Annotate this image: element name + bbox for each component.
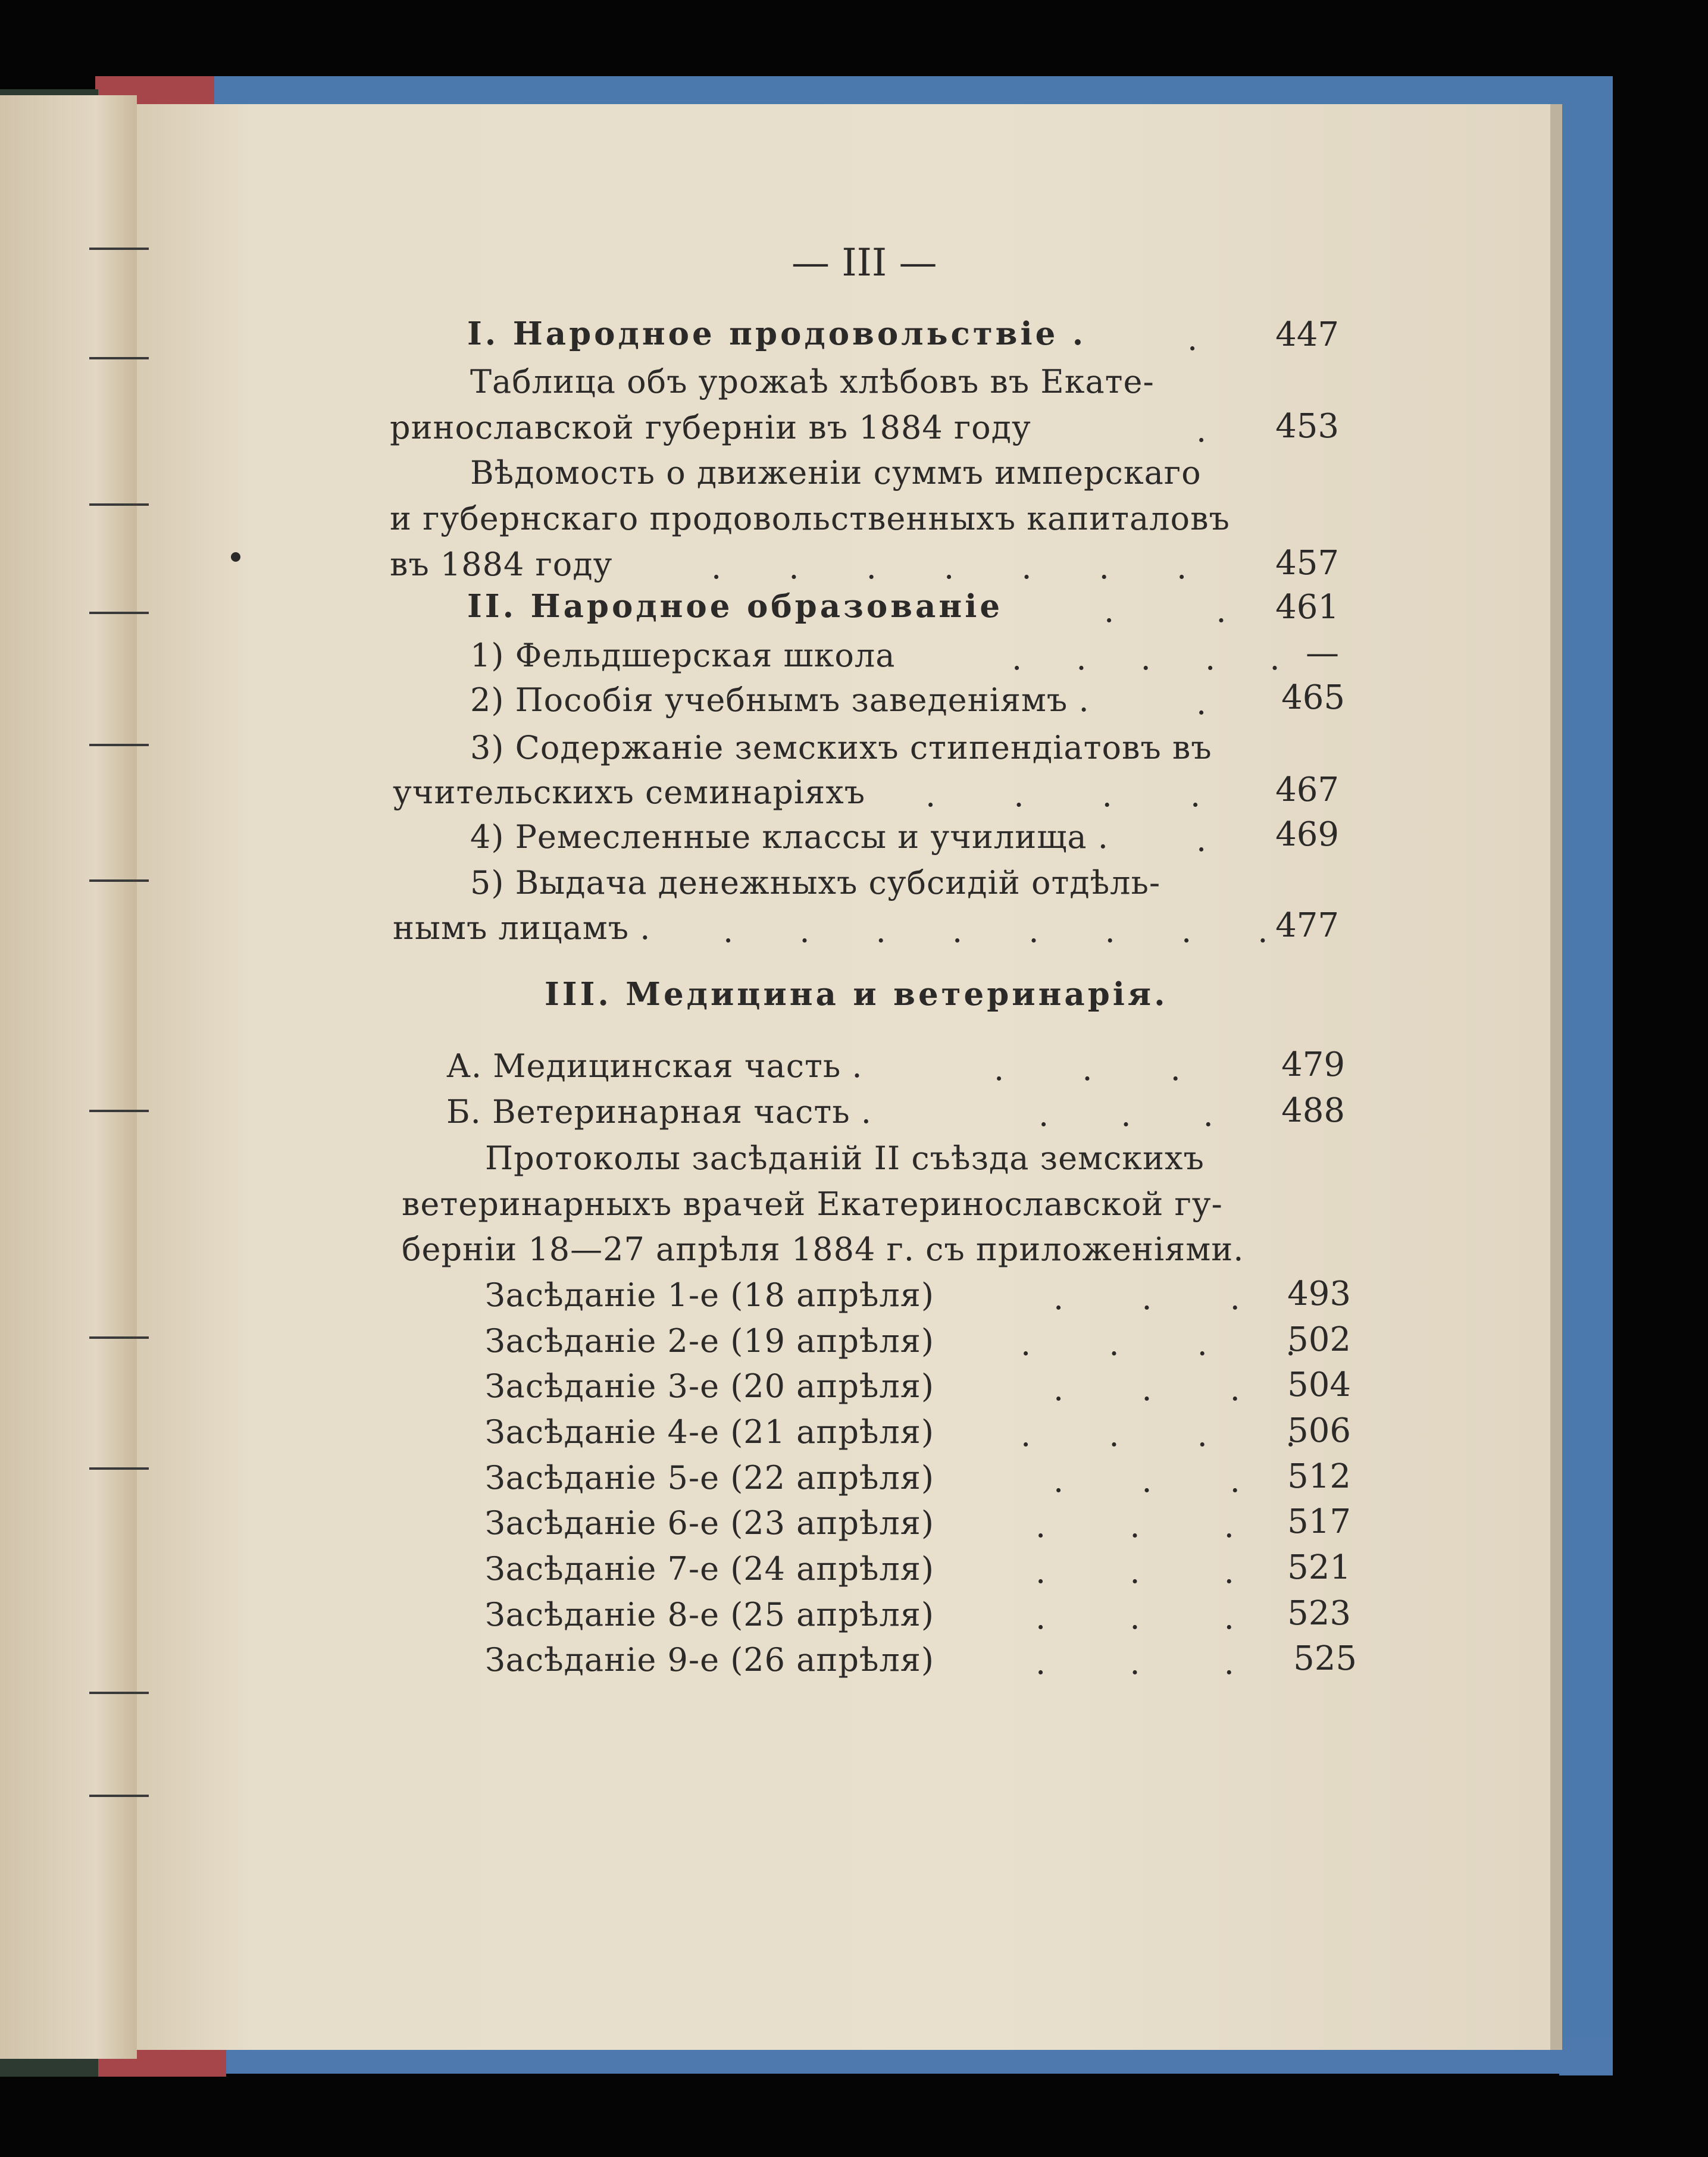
toc-dots: . . . (1053, 1462, 1241, 1499)
toc-entry-line: Засѣданіе 4-е (21 апрѣля) (485, 1413, 934, 1451)
toc-entry-line: Вѣдомость о движеніи суммъ имперскаго (470, 454, 1202, 491)
toc-page-number: 525 (1293, 1639, 1357, 1678)
toc-dots: . . . (1036, 1507, 1235, 1545)
toc-dots: . . . . . . . (711, 549, 1188, 586)
toc-entry-line: Засѣданіе 9-е (26 апрѣля) (485, 1641, 934, 1679)
toc-entry-line: 2) Пособія учебнымъ заведеніямъ . (470, 681, 1090, 719)
toc-entry-line: 4) Ремесленные классы и училища . (470, 818, 1109, 856)
toc-entry-line: Таблица объ урожаѣ хлѣбовъ въ Екате- (470, 363, 1155, 400)
toc-dots: . . . . (1021, 1416, 1297, 1454)
toc-dots: . . (1104, 592, 1228, 630)
toc-dots: . . . (994, 1050, 1182, 1088)
toc-page-number: 465 (1281, 678, 1345, 717)
toc-page-number: 504 (1287, 1366, 1351, 1404)
toc-entry-line: Протоколы засѣданій II съѣзда земскихъ (485, 1139, 1205, 1177)
toc-dots: . . . . . (1012, 640, 1281, 677)
toc-entry-line: ринославской губерніи въ 1884 году (390, 409, 1031, 446)
toc-entry-line: въ 1884 году (390, 546, 613, 583)
toc-dots: . . . (1036, 1599, 1235, 1636)
toc-page-number: 493 (1287, 1275, 1351, 1313)
toc-page-number: 488 (1281, 1091, 1345, 1130)
toc-entry-line: А. Медицинская часть . (446, 1047, 863, 1085)
toc-page-number: 502 (1287, 1320, 1351, 1359)
toc-page-number: 457 (1275, 544, 1339, 583)
toc-entry-line: берніи 18—27 апрѣля 1884 г. съ приложеніями. (402, 1231, 1244, 1268)
toc-dots: . . . (1036, 1553, 1235, 1591)
toc-page-number: 521 (1287, 1548, 1351, 1587)
toc-dots: . . . . . . . . (723, 912, 1269, 950)
toc-dots: . (1196, 821, 1208, 859)
cover-right (1559, 76, 1613, 2075)
toc-entry-line: учительскихъ семинаріяхъ (393, 774, 866, 811)
toc-section-heading: II. Народное образованіе (467, 588, 1003, 625)
toc-entry-line: 3) Содержаніе земскихъ стипендіатовъ въ (470, 729, 1212, 766)
toc-page-number: 523 (1287, 1594, 1351, 1633)
toc-entry-line: Засѣданіе 5-е (22 апрѣля) (485, 1459, 934, 1497)
toc-page-number: 477 (1275, 906, 1339, 945)
toc-page-number: 479 (1281, 1045, 1345, 1084)
toc-entry-line: Засѣданіе 1-е (18 апрѣля) (485, 1276, 934, 1314)
toc-entry-line: Засѣданіе 2-е (19 апрѣля) (485, 1322, 934, 1360)
toc-page-number: 447 (1275, 315, 1339, 354)
toc-entry-line: 5) Выдача денежныхъ субсидій отдѣль- (470, 864, 1161, 901)
page-number-header: — III — (792, 241, 937, 285)
toc-entry-line: ветеринарныхъ врачей Екатеринославской гу- (402, 1185, 1223, 1223)
toc-page-number: 506 (1287, 1411, 1351, 1450)
toc-page-number: 469 (1275, 815, 1339, 854)
toc-entry-line: Засѣданіе 3-е (20 апрѣля) (485, 1367, 934, 1405)
toc-dots: . . . (1053, 1279, 1241, 1317)
toc-entry-line: и губернскаго продовольственныхъ капиталовъ (390, 500, 1230, 537)
toc-entry-line: Засѣданіе 6-е (23 апрѣля) (485, 1504, 934, 1542)
toc-page-number: 517 (1287, 1502, 1351, 1541)
toc-entry-line: нымъ лицамъ . (393, 909, 651, 947)
left-page (0, 95, 137, 2059)
toc-dots: . (1187, 320, 1199, 358)
toc-page-number: 461 (1275, 588, 1339, 627)
toc-page-number: 467 (1275, 771, 1339, 809)
toc-section-heading: I. Народное продовольствіе . (467, 315, 1087, 352)
toc-page-number: — (1306, 634, 1339, 672)
toc-dots: . . . (1036, 1644, 1235, 1682)
toc-section-heading: III. Медицина и ветеринарія. (545, 976, 1168, 1013)
ink-spot (231, 552, 240, 562)
toc-dots: . . . (1053, 1370, 1241, 1408)
toc-dots: . . . . (925, 777, 1202, 814)
toc-dots: . (1196, 412, 1208, 449)
toc-entry-line: Б. Ветеринарная часть . (446, 1093, 872, 1131)
toc-dots: . . . (1038, 1096, 1215, 1134)
toc-page-number: 512 (1287, 1457, 1351, 1496)
toc-page-number: 453 (1275, 407, 1339, 446)
toc-dots: . (1196, 684, 1208, 722)
toc-dots: . . . . (1021, 1325, 1297, 1363)
toc-entry-line: Засѣданіе 7-е (24 апрѣля) (485, 1550, 934, 1588)
toc-entry-line: Засѣданіе 8-е (25 апрѣля) (485, 1596, 934, 1633)
toc-entry-line: 1) Фельдшерская школа (470, 637, 896, 674)
page-edge (1550, 104, 1562, 2050)
